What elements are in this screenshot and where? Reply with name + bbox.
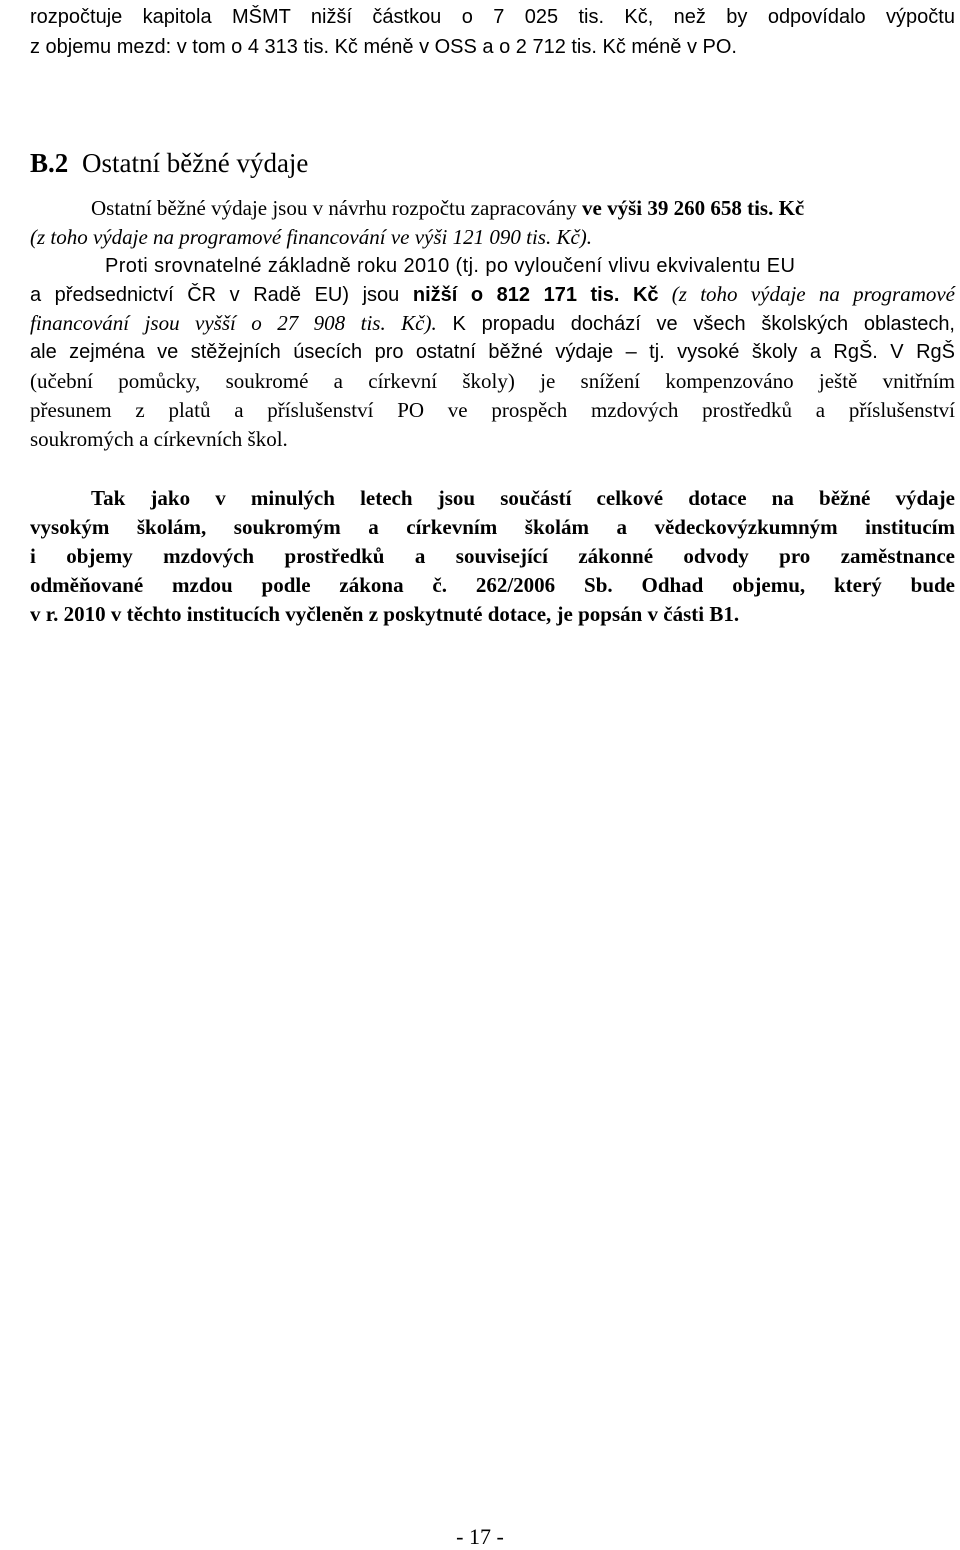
para1-text: Ostatní běžné výdaje jsou v návrhu rozpočtu zapracovány — [91, 196, 582, 220]
para2-line-5: v r. 2010 v těchto institucích vyčleněn z poskytnuté dotace, je popsán v části B1. — [30, 602, 740, 626]
page-number: - 17 - — [456, 1524, 504, 1549]
para2-line-2: vysokým školám, soukromým a církevním školám a vědeckovýzkumným institucím — [30, 515, 955, 539]
para1-line-9: soukromých a církevních škol. — [30, 427, 288, 451]
para1-note: financování jsou vyšší o 27 908 tis. Kč). — [30, 311, 437, 335]
para2-line-4: odměňované mzdou podle zákona č. 262/2006 Sb. Odhad objemu, který bude — [30, 573, 955, 597]
para1-line-2: (z toho výdaje na programové financování ve výši 121 090 tis. Kč). — [30, 225, 593, 249]
intro-line-2: z objemu mezd: v tom o 4 313 tis. Kč méně v OSS a o 2 712 tis. Kč méně v PO. — [30, 36, 737, 58]
para1-text: K propadu dochází ve všech školských oblastech, — [436, 313, 955, 335]
para1-line-1 — [91, 196, 804, 220]
para1-line-5 — [30, 311, 955, 336]
section-number: B.2 — [30, 148, 69, 178]
para2-line-3: i objemy mzdových prostředků a související zákonné odvody pro zaměstnance — [30, 544, 955, 568]
para1-text: a předsednictví ČR v Radě EU) jsou — [30, 284, 413, 306]
para1-note: (z toho výdaje na programové — [658, 282, 955, 306]
para1-line-4 — [30, 282, 955, 307]
para1-line-7: (učební pomůcky, soukromé a církevní školy) je snížení kompenzováno ještě vnitřním — [30, 369, 955, 393]
section-heading — [30, 148, 308, 179]
para2-line-1: Tak jako v minulých letech jsou součástí celkové dotace na běžné výdaje — [91, 486, 955, 510]
intro-line-1: rozpočtuje kapitola MŠMT nižší částkou o 7 025 tis. Kč, než by odpovídalo výpočtu — [30, 6, 955, 28]
para1-line-8: přesunem z platů a příslušenství PO ve prospěch mzdových prostředků a příslušenství — [30, 398, 955, 422]
para1-amount: ve výši 39 260 658 tis. Kč — [582, 196, 805, 220]
para1-line-6: ale zejména ve stěžejních úsecích pro ostatní běžné výdaje – tj. vysoké školy a RgŠ. V RgŠ — [30, 341, 955, 363]
para1-line-3: Proti srovnatelné základně roku 2010 (tj. po vyloučení vlivu ekvivalentu EU — [105, 255, 796, 277]
para1-decrease: nižší o 812 171 tis. Kč — [412, 284, 659, 306]
section-title: Ostatní běžné výdaje — [82, 148, 309, 178]
